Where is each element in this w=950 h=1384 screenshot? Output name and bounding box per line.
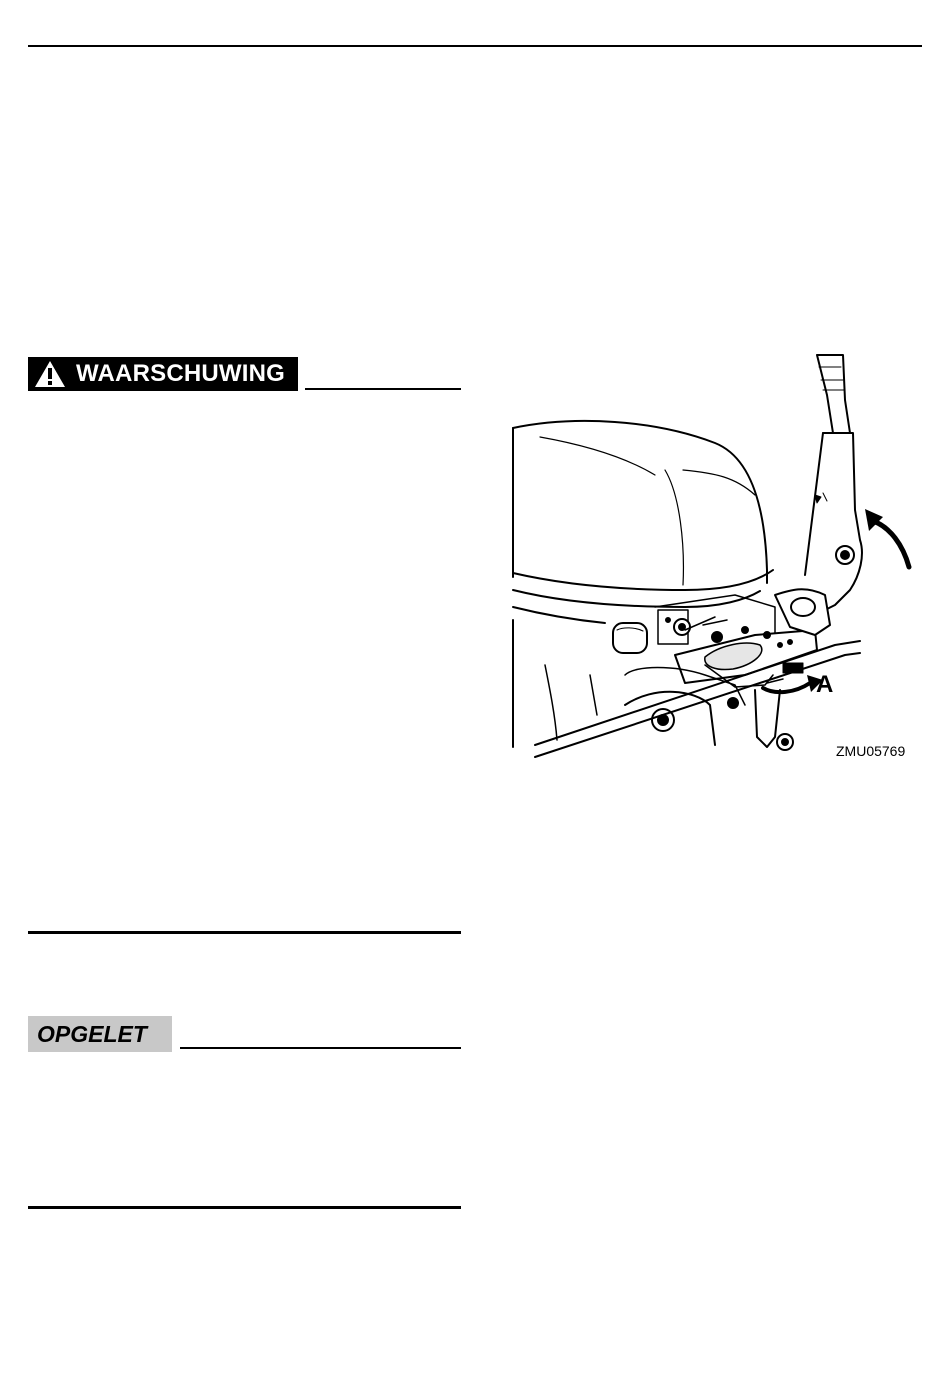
warning-end-rule [28,931,461,934]
caution-end-rule [28,1206,461,1209]
warning-badge [28,357,298,391]
warning-header-rule [305,388,461,390]
caution-header-rule [180,1047,461,1049]
warning-triangle-icon [34,360,66,388]
callout-label-a: A [816,671,834,698]
caution-badge [28,1016,172,1052]
warning-label: WAARSCHUWING [76,360,286,387]
outboard-tiller-illustration [505,345,925,765]
caution-label: OPGELET [37,1021,147,1047]
page-header-rule [28,45,922,47]
figure-code: ZMU05769 [836,743,906,759]
